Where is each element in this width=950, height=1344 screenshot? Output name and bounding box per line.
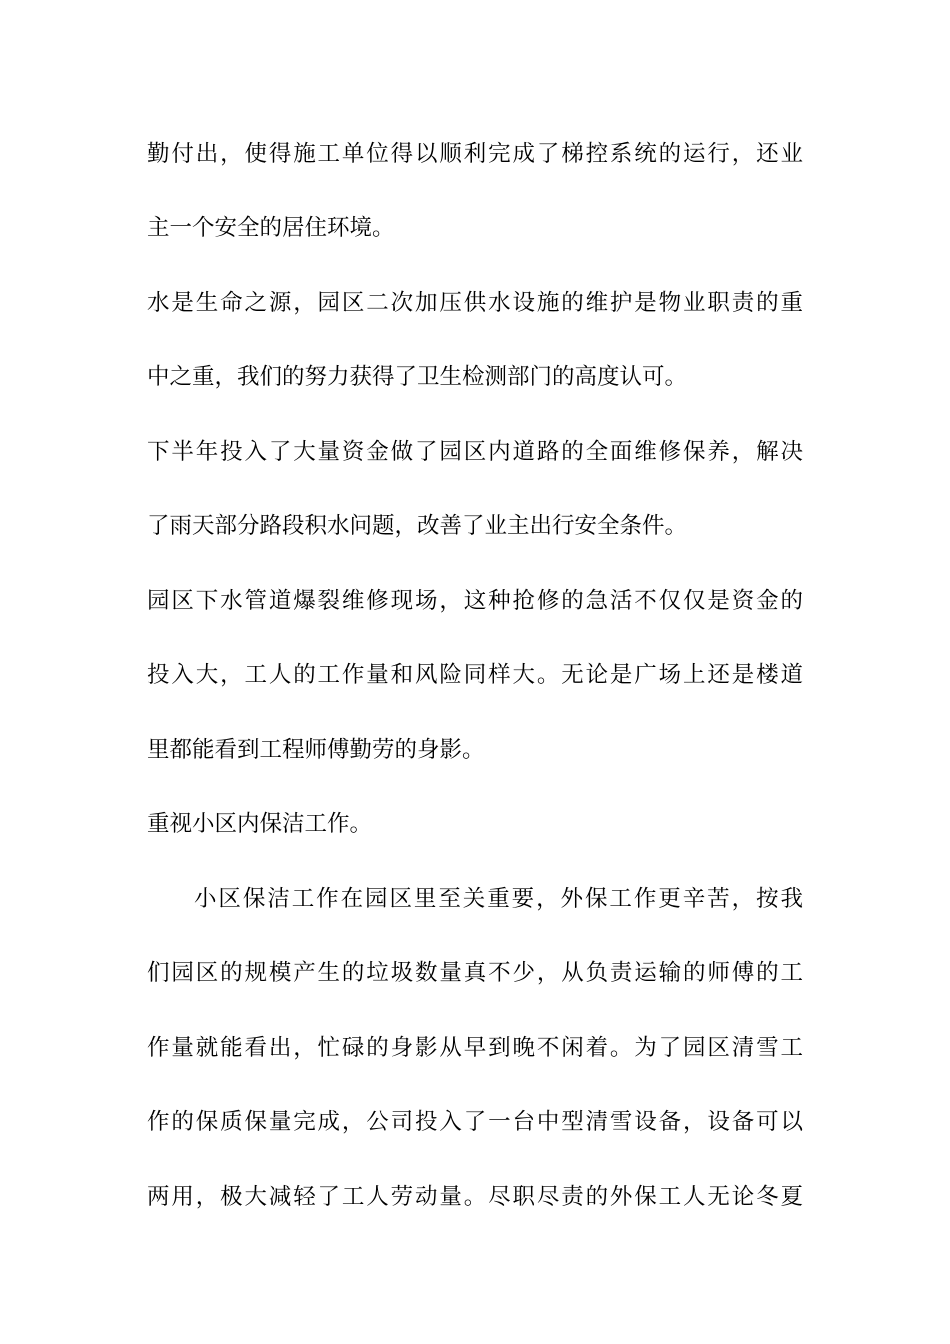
text-line: 主一个安全的居住环境。 bbox=[147, 215, 395, 241]
text-line: 们园区的规模产生的垃圾数量真不少，从负责运输的师傅的工 bbox=[147, 960, 803, 986]
text-line: 投入大，工人的工作量和风险同样大。无论是广场上还是楼道 bbox=[147, 662, 803, 688]
text-line: 小区保洁工作在园区里至关重要，外保工作更辛苦，按我 bbox=[194, 886, 803, 912]
text-line: 水是生命之源，园区二次加压供水设施的维护是物业职责的重 bbox=[147, 290, 803, 316]
section-heading: 重视小区内保洁工作。 bbox=[147, 811, 373, 837]
text-line: 中之重，我们的努力获得了卫生检测部门的高度认可。 bbox=[147, 364, 688, 390]
text-line: 勤付出，使得施工单位得以顺利完成了梯控系统的运行，还业 bbox=[147, 141, 803, 167]
text-line: 园区下水管道爆裂维修现场，这种抢修的急活不仅仅是资金的 bbox=[147, 588, 803, 614]
text-line: 两用，极大减轻了工人劳动量。尽职尽责的外保工人无论冬夏 bbox=[147, 1184, 803, 1210]
text-line: 里都能看到工程师傅勤劳的身影。 bbox=[147, 737, 485, 763]
text-line: 作量就能看出，忙碌的身影从早到晚不闲着。为了园区清雪工 bbox=[147, 1035, 803, 1061]
text-line: 了雨天部分路段积水问题，改善了业主出行安全条件。 bbox=[147, 513, 688, 539]
text-line: 下半年投入了大量资金做了园区内道路的全面维修保养，解决 bbox=[147, 439, 803, 465]
text-line: 作的保质保量完成，公司投入了一台中型清雪设备，设备可以 bbox=[147, 1109, 803, 1135]
